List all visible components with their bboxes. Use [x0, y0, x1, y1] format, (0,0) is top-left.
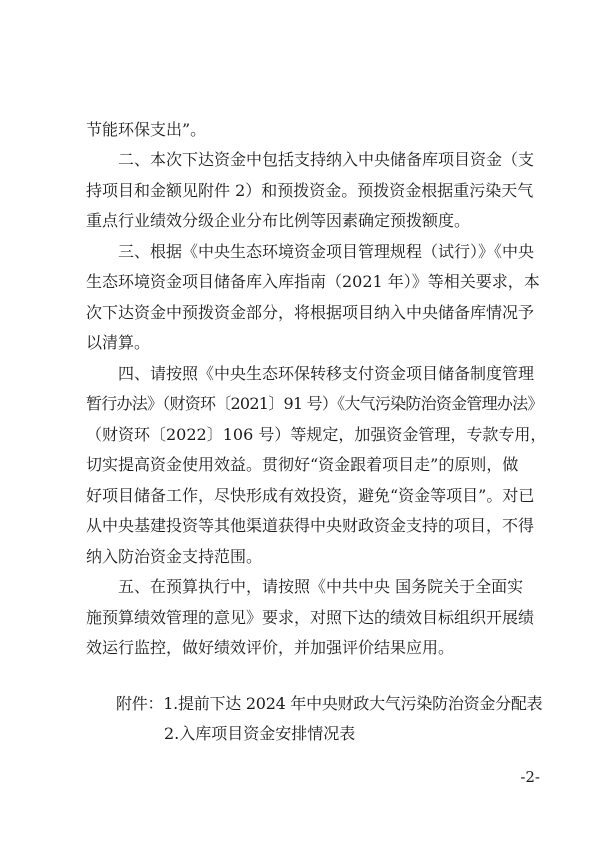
paragraph-4-line: 四、请按照《中央生态环保转移支付资金项目储备制度管理 [118, 364, 535, 383]
paragraph-1-line: 节能环保支出”。 [86, 120, 207, 139]
attachment-line: 附件：1.提前下达 2024 年中央财政大气污染防治资金分配表 [116, 694, 543, 713]
paragraph-3-line: 三、根据《中央生态环境资金项目管理规程（试行）》《中央 [118, 242, 535, 261]
paragraph-5-line: 施预算绩效管理的意见》要求，对照下达的绩效目标组织开展绩 [86, 608, 535, 627]
paragraph-3-line: 次下达资金中预拨资金部分，将根据项目纳入中央储备库情况予 [86, 303, 535, 322]
paragraph-4-line: 纳入防治资金支持范围。 [86, 547, 263, 566]
paragraph-4-line: （财资环〔2022〕106 号）等规定，加强资金管理，专款专用， [86, 425, 547, 444]
paragraph-5-line: 五、在预算执行中，请按照《中共中央 国务院关于全面实 [118, 577, 524, 596]
paragraph-2-line: 二、本次下达资金中包括支持纳入中央储备库项目资金（支 [118, 150, 535, 169]
paragraph-4-line: 好项目储备工作，尽快形成有效投资，避免“资金等项目”。对已 [86, 486, 535, 505]
paragraph-3-line: 生态环境资金项目储备库入库指南（2021 年）》等相关要求，本 [86, 272, 540, 291]
paragraph-5-line: 效运行监控，做好绩效评价，并加强评价结果应用。 [86, 638, 455, 657]
paragraph-2-line: 持项目和金额见附件 2）和预拨资金。预拨资金根据重污染天气 [86, 181, 534, 200]
paragraph-4-line: 从中央基建投资等其他渠道获得中央财政资金支持的项目，不得 [86, 516, 535, 535]
paragraph-3-line: 以清算。 [86, 333, 151, 352]
attachment-line: 2.入库项目资金安排情况表 [164, 724, 356, 743]
page-number: -2- [520, 768, 540, 786]
paragraph-4-line: 切实提高资金使用效益。贯彻好“资金跟着项目走”的原则，做 [86, 455, 519, 474]
paragraph-4-line: 暂行办法》（财资环〔2021〕91 号）《大气污染防治资金管理办法》 [86, 394, 543, 413]
paragraph-2-line: 重点行业绩效分级企业分布比例等因素确定预拨额度。 [86, 211, 471, 230]
